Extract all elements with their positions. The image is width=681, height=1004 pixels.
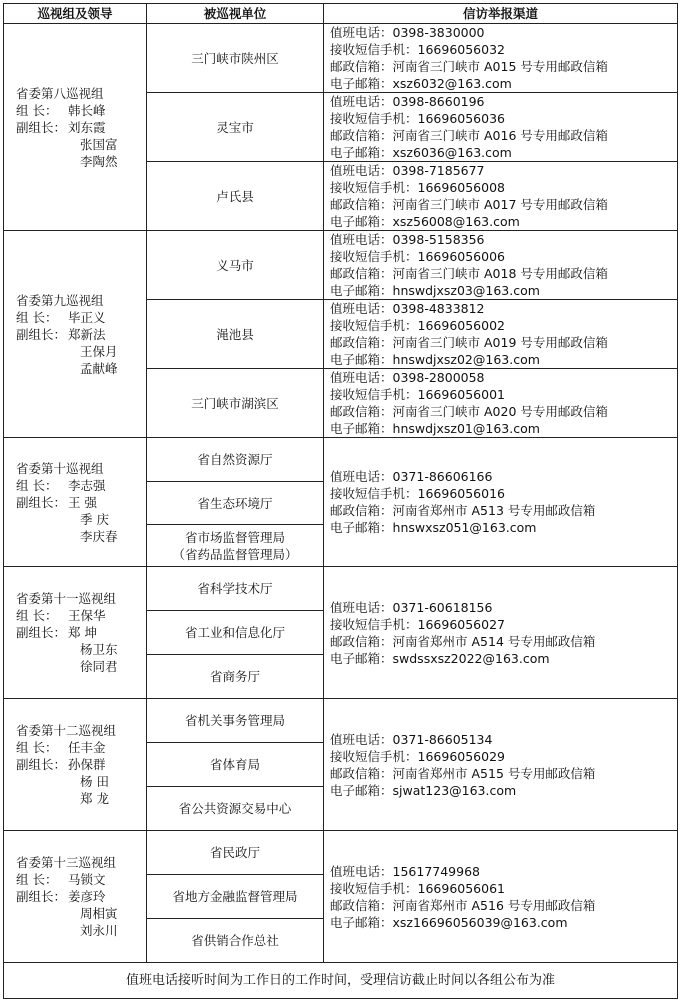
inspected-unit: 三门峡市湖滨区 xyxy=(147,369,324,438)
sms-number: 16696056027 xyxy=(417,616,505,632)
email-address: hnswdjxsz02@163.com xyxy=(392,352,540,367)
sms-label: 接收短信手机： xyxy=(330,180,418,195)
email-label: 电子邮箱： xyxy=(330,650,393,666)
phone-label: 值班电话： xyxy=(330,370,393,385)
leader-name: 马锁文 xyxy=(68,872,106,887)
group-leaders-cell xyxy=(4,231,147,438)
postal-box: 河南省郑州市 A514 号专用邮政信箱 xyxy=(392,633,596,649)
leader-label: 组 长： xyxy=(16,309,58,325)
sms-label: 接收短信手机： xyxy=(330,616,418,632)
sms-label: 接收短信手机： xyxy=(330,318,418,333)
inspected-unit: 义马市 xyxy=(147,231,324,300)
deputy-name: 孟献峰 xyxy=(80,360,118,376)
email-address: xsz6032@163.com xyxy=(392,76,512,91)
table-row xyxy=(4,231,678,300)
contact-cell xyxy=(324,699,678,831)
postal-box: 河南省三门峡市 A016 号专用邮政信箱 xyxy=(392,128,608,143)
sms-number: 16696056061 xyxy=(417,880,505,896)
deputy-name: 杨卫东 xyxy=(80,642,118,657)
email-label: 电子邮箱： xyxy=(330,782,393,798)
leader-label: 组 长： xyxy=(16,477,58,493)
leader-name: 王保华 xyxy=(68,608,106,623)
group-name: 省委第九巡视组 xyxy=(16,292,104,308)
email-address: swdssxsz2022@163.com xyxy=(392,650,550,666)
inspected-unit: 三门峡市陕州区 xyxy=(147,24,324,93)
postal-box: 河南省三门峡市 A018 号专用邮政信箱 xyxy=(392,266,608,281)
leader-name: 毕正义 xyxy=(68,309,106,325)
email-label: 电子邮箱： xyxy=(330,283,393,298)
contact-cell xyxy=(324,438,678,567)
post-label: 邮政信箱： xyxy=(330,128,393,143)
deputy-name: 郑新法 xyxy=(68,326,106,342)
table-row xyxy=(4,567,678,611)
header-group-leaders: 巡视组及领导 xyxy=(4,4,147,24)
contact-cell xyxy=(324,162,678,231)
phone-label: 值班电话： xyxy=(330,863,393,879)
duty-phone: 0398-8660196 xyxy=(392,94,485,109)
contact-cell xyxy=(324,231,678,300)
email-address: sjwat123@163.com xyxy=(392,782,517,798)
postal-box: 河南省三门峡市 A019 号专用邮政信箱 xyxy=(392,335,608,350)
inspection-contact-document xyxy=(3,3,677,1000)
inspected-unit: 省生态环境厅 xyxy=(147,482,324,525)
unit-alt-name: （省药品监督管理局） xyxy=(172,546,298,562)
inspected-unit xyxy=(147,525,324,567)
inspected-unit: 卢氏县 xyxy=(147,162,324,231)
table-row xyxy=(4,831,678,875)
deputy-name: 姜彦玲 xyxy=(68,889,106,904)
duty-phone: 0371-86605134 xyxy=(392,731,493,747)
footer-row xyxy=(4,963,678,999)
post-label: 邮政信箱： xyxy=(330,633,393,649)
duty-phone: 15617749968 xyxy=(392,863,480,879)
postal-box: 河南省郑州市 A516 号专用邮政信箱 xyxy=(392,897,596,913)
contact-cell xyxy=(324,831,678,963)
sms-number: 16696056016 xyxy=(417,486,505,501)
deputy-name: 周相寅 xyxy=(80,906,118,921)
deputy-label: 副组长： xyxy=(16,119,67,135)
deputy-label: 副组长： xyxy=(16,326,67,342)
sms-number: 16696056032 xyxy=(417,42,505,57)
postal-box: 河南省三门峡市 A015 号专用邮政信箱 xyxy=(392,59,608,74)
duty-phone: 0371-86606166 xyxy=(392,469,493,484)
deputy-name: 王 强 xyxy=(68,494,97,510)
table-header-row xyxy=(4,4,678,24)
inspected-unit: 渑池县 xyxy=(147,300,324,369)
sms-number: 16696056002 xyxy=(417,318,505,333)
post-label: 邮政信箱： xyxy=(330,266,393,281)
leader-name: 李志强 xyxy=(68,477,106,493)
email-address: hnswdjxsz03@163.com xyxy=(392,283,540,298)
contact-cell xyxy=(324,567,678,699)
deputy-name: 郑 龙 xyxy=(80,791,109,806)
deputy-name: 郑 坤 xyxy=(68,625,97,640)
email-label: 电子邮箱： xyxy=(330,76,393,91)
deputy-name: 刘永川 xyxy=(80,923,118,938)
group-leaders-cell xyxy=(4,567,147,699)
email-address: xsz6036@163.com xyxy=(392,145,512,160)
email-address: hnswdjxsz01@163.com xyxy=(392,421,540,436)
table-row xyxy=(4,699,678,743)
email-label: 电子邮箱： xyxy=(330,520,393,535)
deputy-name: 王保月 xyxy=(80,343,118,359)
group-leaders-cell xyxy=(4,699,147,831)
sms-number: 16696056036 xyxy=(417,111,505,126)
post-label: 邮政信箱： xyxy=(330,503,393,518)
email-address: xsz16696056039@163.com xyxy=(392,914,568,930)
deputy-name: 杨 田 xyxy=(80,774,109,789)
post-label: 邮政信箱： xyxy=(330,59,393,74)
deputy-name: 刘东霞 xyxy=(68,119,106,135)
group-leaders-cell xyxy=(4,438,147,567)
group-leaders-cell xyxy=(4,831,147,963)
deputy-name: 季 庆 xyxy=(80,511,109,527)
sms-label: 接收短信手机： xyxy=(330,249,418,264)
post-label: 邮政信箱： xyxy=(330,765,393,781)
inspected-unit: 省公共资源交易中心 xyxy=(147,787,324,831)
deputy-name: 张国富 xyxy=(80,136,118,152)
contact-cell xyxy=(324,369,678,438)
postal-box: 河南省郑州市 A513 号专用邮政信箱 xyxy=(392,503,596,518)
leader-label: 组 长： xyxy=(16,740,58,755)
phone-label: 值班电话： xyxy=(330,25,393,40)
group-leaders-cell xyxy=(4,24,147,231)
postal-box: 河南省郑州市 A515 号专用邮政信箱 xyxy=(392,765,596,781)
postal-box: 河南省三门峡市 A017 号专用邮政信箱 xyxy=(392,197,608,212)
inspected-unit: 省民政厅 xyxy=(147,831,324,875)
email-label: 电子邮箱： xyxy=(330,145,393,160)
phone-label: 值班电话： xyxy=(330,94,393,109)
phone-label: 值班电话： xyxy=(330,599,393,615)
duty-phone: 0398-2800058 xyxy=(392,370,485,385)
email-address: xsz56008@163.com xyxy=(392,214,520,229)
inspected-unit: 省地方金融监督管理局 xyxy=(147,875,324,919)
phone-label: 值班电话： xyxy=(330,731,393,747)
deputy-label: 副组长： xyxy=(16,889,67,904)
leader-name: 任丰金 xyxy=(68,740,106,755)
group-name: 省委第十三巡视组 xyxy=(16,855,117,870)
group-name: 省委第十巡视组 xyxy=(16,460,104,476)
deputy-name: 徐同君 xyxy=(80,659,118,674)
postal-box: 河南省三门峡市 A020 号专用邮政信箱 xyxy=(392,404,608,419)
sms-label: 接收短信手机： xyxy=(330,42,418,57)
post-label: 邮政信箱： xyxy=(330,404,393,419)
inspected-unit: 省工业和信息化厅 xyxy=(147,611,324,655)
group-name: 省委第十一巡视组 xyxy=(16,591,117,606)
post-label: 邮政信箱： xyxy=(330,335,393,350)
sms-label: 接收短信手机： xyxy=(330,748,418,764)
post-label: 邮政信箱： xyxy=(330,897,393,913)
sms-number: 16696056008 xyxy=(417,180,505,195)
contact-cell xyxy=(324,300,678,369)
contact-cell xyxy=(324,24,678,93)
deputy-label: 副组长： xyxy=(16,625,67,640)
duty-phone: 0398-5158356 xyxy=(392,232,485,247)
email-label: 电子邮箱： xyxy=(330,914,393,930)
phone-label: 值班电话： xyxy=(330,163,393,178)
phone-label: 值班电话： xyxy=(330,469,393,484)
deputy-label: 副组长： xyxy=(16,757,67,772)
deputy-name: 李庆春 xyxy=(80,528,118,544)
email-label: 电子邮箱： xyxy=(330,352,393,367)
leader-name: 韩长峰 xyxy=(68,102,106,118)
inspected-unit: 省自然资源厅 xyxy=(147,438,324,482)
group-name: 省委第十二巡视组 xyxy=(16,723,117,738)
inspected-unit: 灵宝市 xyxy=(147,93,324,162)
header-inspected-unit: 被巡视单位 xyxy=(147,4,324,24)
group-name: 省委第八巡视组 xyxy=(16,85,104,101)
inspection-table xyxy=(3,3,678,999)
phone-label: 值班电话： xyxy=(330,232,393,247)
contact-cell xyxy=(324,93,678,162)
email-address: hnswxsz051@163.com xyxy=(392,520,537,535)
deputy-name: 李陶然 xyxy=(80,153,118,169)
duty-phone: 0398-7185677 xyxy=(392,163,485,178)
post-label: 邮政信箱： xyxy=(330,197,393,212)
unit-name: 省市场监督管理局 xyxy=(184,529,285,545)
inspected-unit: 省科学技术厅 xyxy=(147,567,324,611)
inspected-unit: 省商务厅 xyxy=(147,655,324,699)
deputy-name: 孙保群 xyxy=(68,757,106,772)
duty-phone: 0371-60618156 xyxy=(392,599,493,615)
phone-label: 值班电话： xyxy=(330,301,393,316)
leader-label: 组 长： xyxy=(16,608,58,623)
sms-label: 接收短信手机： xyxy=(330,880,418,896)
sms-label: 接收短信手机： xyxy=(330,111,418,126)
inspected-unit: 省机关事务管理局 xyxy=(147,699,324,743)
duty-phone: 0398-4833812 xyxy=(392,301,485,316)
deputy-label: 副组长： xyxy=(16,494,67,510)
header-report-channels: 信访举报渠道 xyxy=(324,4,678,24)
inspected-unit: 省体育局 xyxy=(147,743,324,787)
sms-number: 16696056029 xyxy=(417,748,505,764)
inspected-unit: 省供销合作总社 xyxy=(147,919,324,963)
sms-number: 16696056006 xyxy=(417,249,505,264)
leader-label: 组 长： xyxy=(16,872,58,887)
sms-number: 16696056001 xyxy=(417,387,505,402)
duty-phone: 0398-3830000 xyxy=(392,25,485,40)
table-row xyxy=(4,24,678,93)
email-label: 电子邮箱： xyxy=(330,421,393,436)
sms-label: 接收短信手机： xyxy=(330,387,418,402)
email-label: 电子邮箱： xyxy=(330,214,393,229)
sms-label: 接收短信手机： xyxy=(330,486,418,501)
table-row xyxy=(4,438,678,482)
footer-note: 值班电话接听时间为工作日的工作时间，受理信访截止时间以各组公布为准 xyxy=(4,963,678,999)
leader-label: 组 长： xyxy=(16,102,58,118)
